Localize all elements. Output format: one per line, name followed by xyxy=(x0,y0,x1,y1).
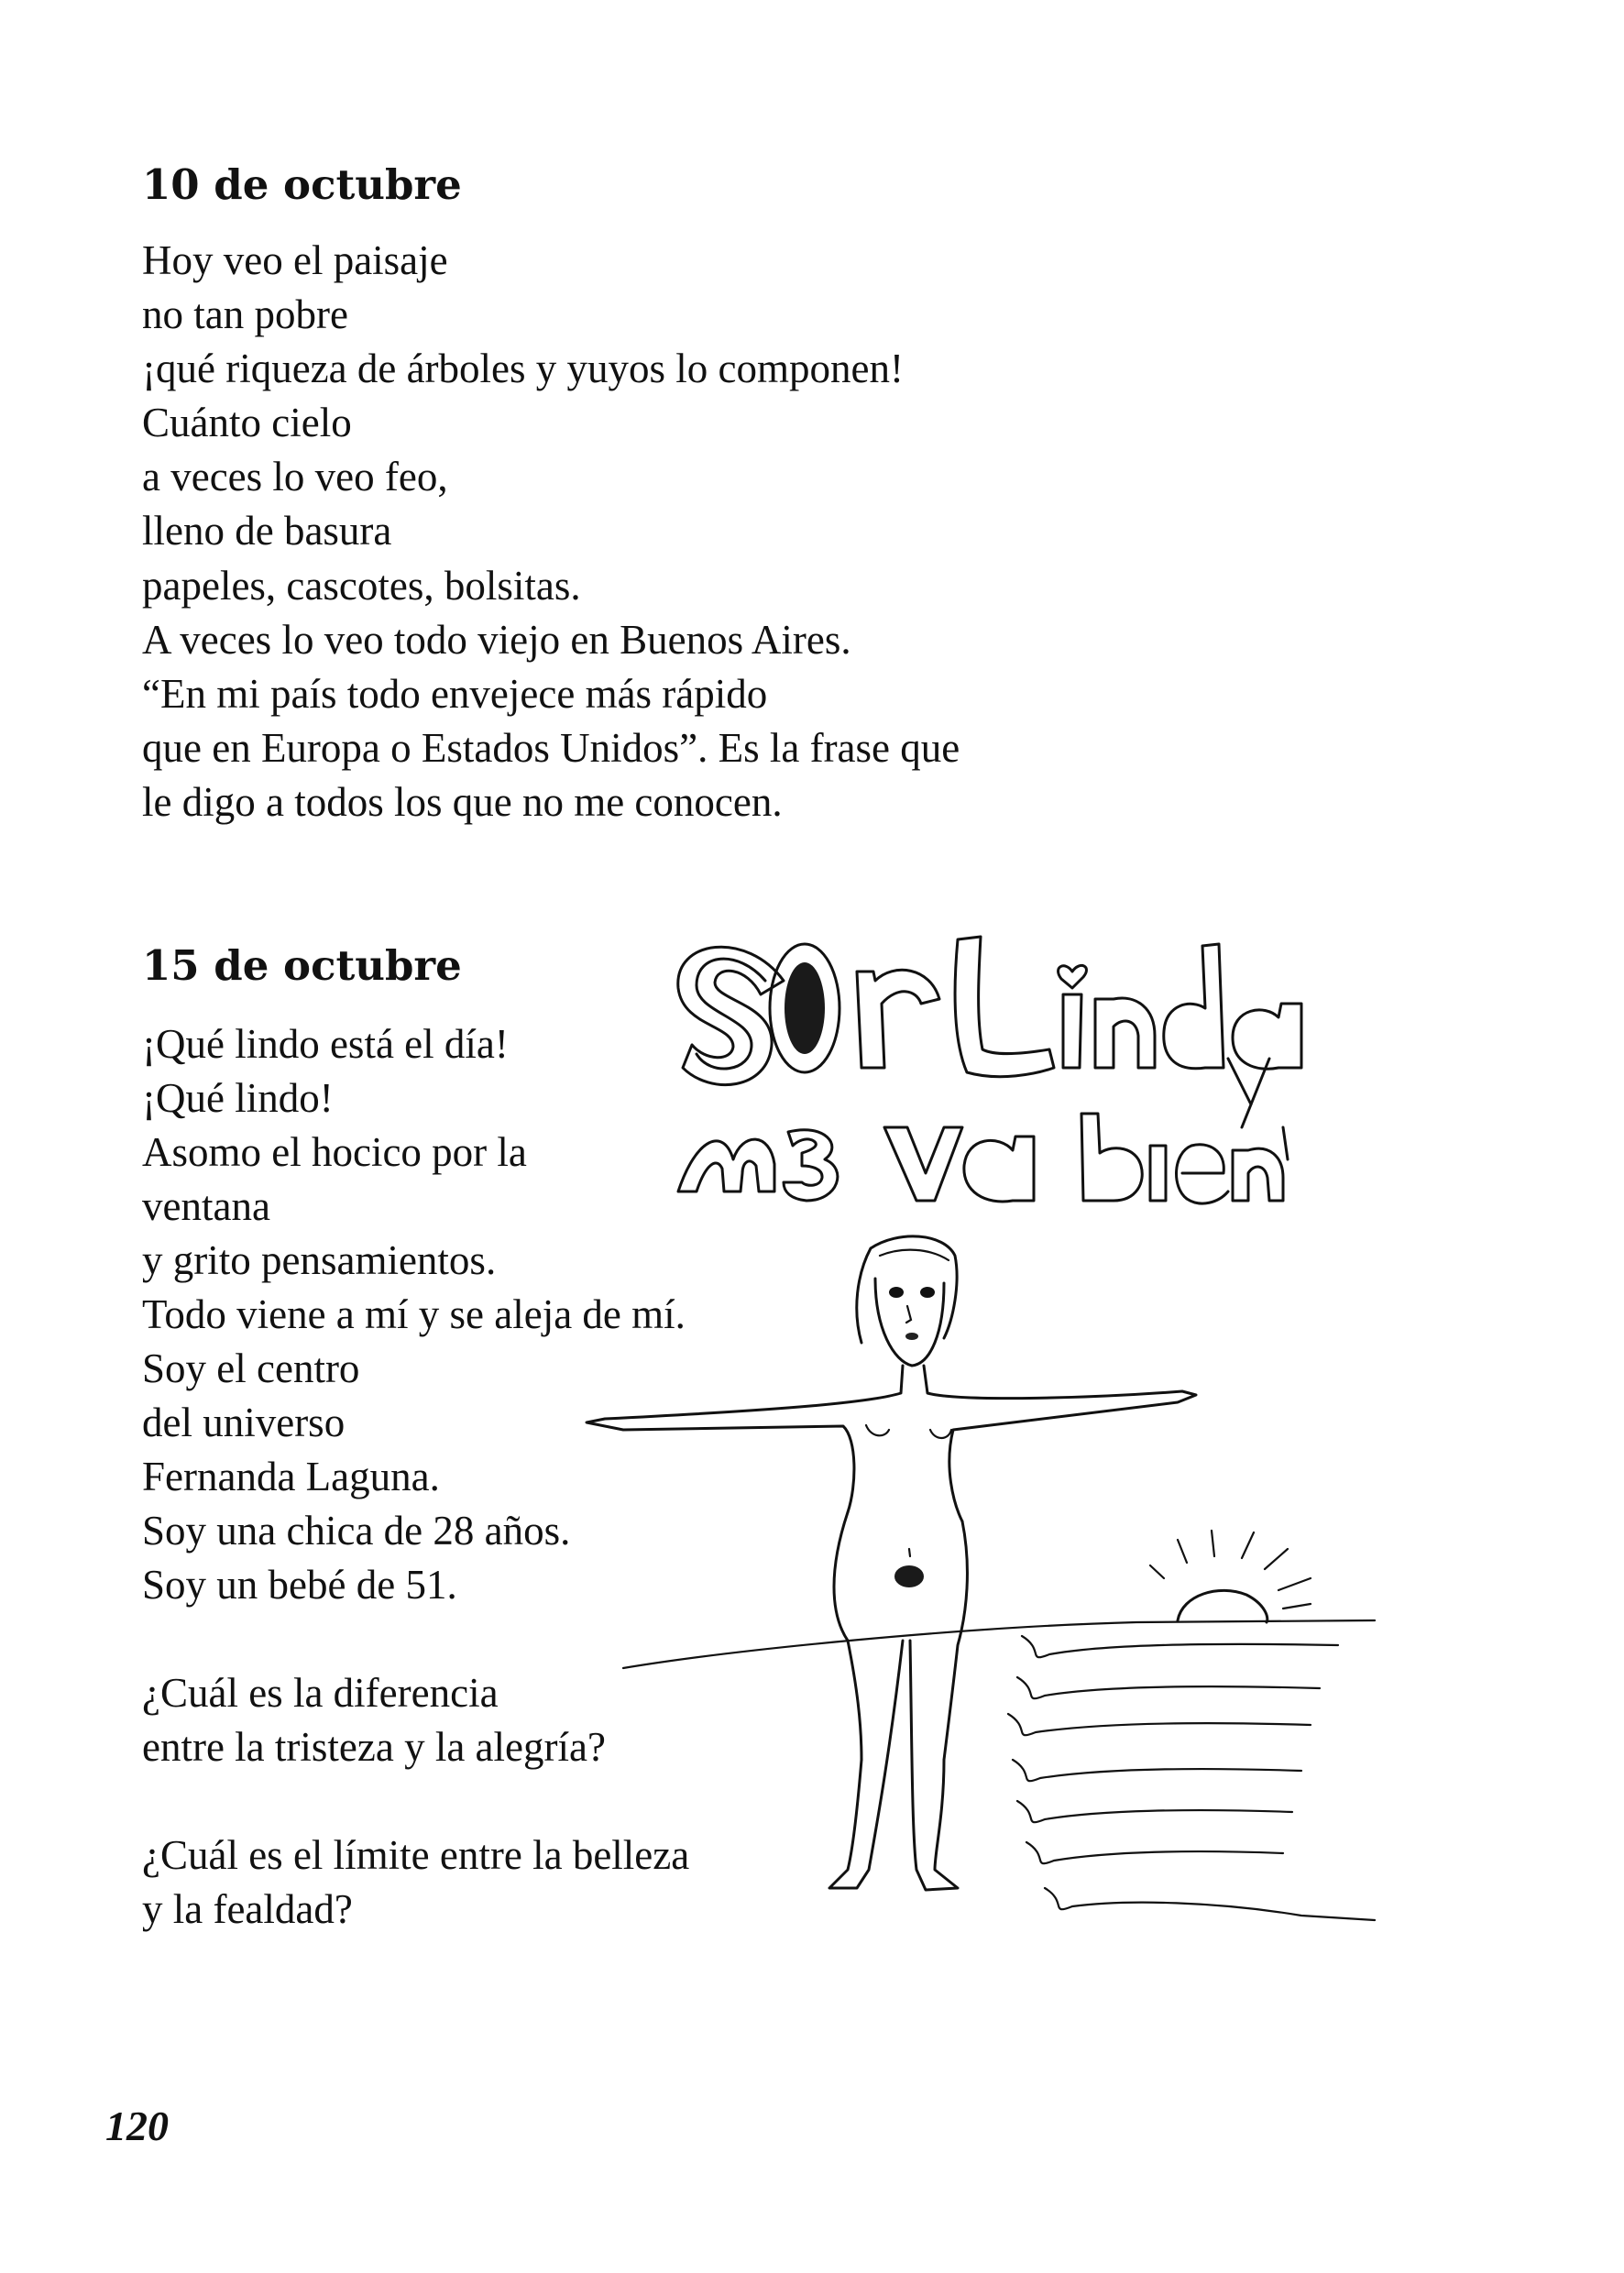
stanza-break xyxy=(142,1774,689,1828)
poem-line: ventana xyxy=(142,1183,270,1229)
poem-line: del universo xyxy=(142,1400,346,1445)
poem-line: Soy un bebé de 51. xyxy=(142,1562,457,1608)
poem-line: ¡Qué lindo! xyxy=(142,1075,334,1121)
poem-10-octubre xyxy=(142,234,960,829)
poem-line: Cuánto cielo xyxy=(142,400,352,446)
handwritten-lettering xyxy=(678,937,1301,1203)
page-number: 120 xyxy=(105,2103,169,2149)
poem-line: ¡qué riqueza de árboles y yuyos lo componen! xyxy=(142,346,904,392)
poem-line: lleno de basura xyxy=(142,508,392,555)
poem-line: Hoy veo el paisaje xyxy=(142,237,448,283)
poem-line: papeles, cascotes, bolsitas. xyxy=(142,562,581,609)
poem-line: Fernanda Laguna. xyxy=(142,1454,440,1499)
poem-line: “En mi país todo envejece más rápido xyxy=(142,670,768,717)
poem-line: y la fealdad? xyxy=(142,1886,353,1932)
poem-line: que en Europa o Estados Unidos”. Es la frase que xyxy=(142,724,960,771)
poem-line: ¡Qué lindo está el día! xyxy=(142,1021,509,1067)
poem-line: A veces lo veo todo viejo en Buenos Aires. xyxy=(142,616,851,663)
poem-line: Soy una chica de 28 años. xyxy=(142,1508,571,1554)
poem-line: Todo viene a mí y se aleja de mí. xyxy=(142,1291,686,1337)
poem-line: entre la tristeza y la alegría? xyxy=(142,1724,606,1770)
sunset-drawing xyxy=(623,1531,1375,1920)
entry-title-10-octubre: 10 de octubre xyxy=(142,160,462,209)
stanza-break xyxy=(142,1612,689,1666)
poem-line: ¿Cuál es el límite entre la belleza xyxy=(142,1832,690,1878)
poem-line: Asomo el hocico por la xyxy=(142,1129,527,1175)
poem-line: le digo a todos los que no me conocen. xyxy=(142,778,783,825)
poem-line: Soy el centro xyxy=(142,1345,360,1391)
entry-title-15-octubre: 15 de octubre xyxy=(142,941,462,990)
poem-line: a veces lo veo feo, xyxy=(142,454,448,500)
poem-15-octubre xyxy=(142,1017,689,1937)
poem-line: ¿Cuál es la diferencia xyxy=(142,1670,499,1716)
poem-line: y grito pensamientos. xyxy=(142,1237,497,1283)
poem-line: no tan pobre xyxy=(142,291,348,338)
